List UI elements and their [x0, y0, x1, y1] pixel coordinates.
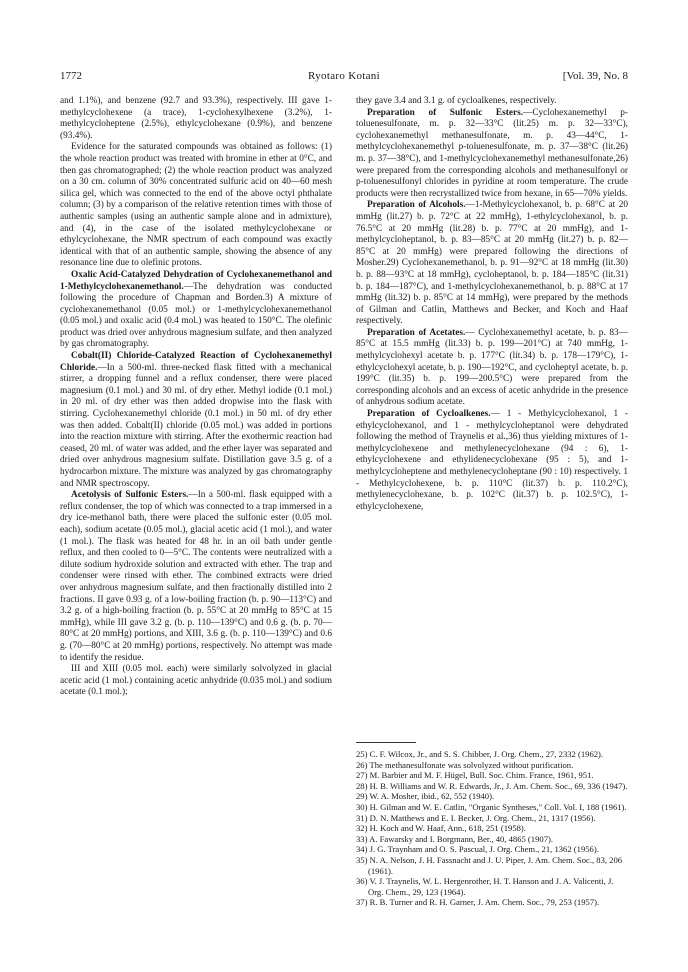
reference-item: 35) N. A. Nelson, J. H. Fassnacht and J. U. Piper, J. Am. Chem. Soc., 83, 206 (1961).	[356, 854, 623, 876]
paragraph-text: — Cyclohexanemethyl acetate, b. p. 83—85°C at 15.5 mmHg (lit.33) b. p. 199—201°C) at 740 mmHg, 1-methylcyclohexyl acetate b. p. 177°C (lit.34) b. p. 178—179°C), 1-ethylcyclohexyl acetate, b. p. 190—192°C, and cycloheptyl acetate, b. p. 199°C (lit.35) b. p. 199—200.5°C) were prepared from the corresponding alcohols and an excess of acetic anhydride in the presence of anhydrous sodium acetate.	[356, 327, 628, 408]
paragraph	[356, 328, 628, 409]
paragraph-text: they gave 3.4 and 3.1 g. of cycloalkenes, respectively.	[356, 96, 557, 106]
reference-list	[356, 749, 628, 908]
left-column	[60, 96, 332, 699]
section-heading: Preparation of Sulfonic Esters.	[367, 107, 524, 118]
reference-item: 27) M. Barbier and M. F. Hügel, Bull. Soc. Chim. France, 1961, 951.	[356, 770, 594, 781]
paragraph	[60, 96, 332, 142]
paragraph-text: —The dehydration was conducted following the procedure of Chapman and Borden.3) A mixture of cyclohexanemethanol (0.05 mol.) or 1-methylcyclohexanemethanol (0.05 mol.) and oxalic acid (0.4 mol.) was heated to 150°C. The olefinic product was dried over anhydrous magnesium sulfate, and then analyzed by gas chromatography.	[60, 281, 332, 350]
paragraph-text: —1-Methylcyclohexanol, b. p. 68°C at 20 mmHg (lit.27) b. p. 72°C at 22 mmHg), 1-ethylcyclohexanol, b. p. 76.5°C at 20 mmHg (lit.28) b. p. 77°C at 20 mmHg), and 1-methylcycloheptanol, b. p. 83—85°C at 20 mmHg (lit.27) b. p. 82—85°C at 20 mmHg) were prepared following the directions of Mosher.29) Cyclohexanemethanol, b. p. 91—92°C at 18 mmHg (lit.30) b. p. 88—93°C at 18 mmHg), cycloheptanol, b. p. 184—185°C (lit.31) b. p. 184—187°C), and 1-methylcyclohexanemethanol, b. p. 88°C at 17 mmHg (lit.32) b. p. 85°C at 14 mmHg), were prepared by the methods of Gilman and Catlin, Matthews and Becker, and Koch and Haaf respectively.	[356, 200, 628, 327]
paragraph	[356, 108, 628, 201]
reference-item: 25) C. F. Wilcox, Jr., and S. S. Chibber, J. Org. Chem., 27, 2332 (1962).	[356, 749, 604, 759]
reference-item: 36) V. J. Traynelis, W. L. Hergenrother, H. T. Hanson and J. A. Valicenti, J. Org. Chem., 29, 123 (1964).	[356, 876, 614, 897]
section-heading: Preparation of Acetates.	[367, 327, 466, 338]
right-column	[356, 96, 628, 513]
running-title-author: Ryotaro Kotani	[308, 70, 380, 82]
page-number: 1772	[60, 70, 82, 82]
paragraph-text: III and XIII (0.05 mol. each) were similarly solvolyzed in glacial acetic acid (1 mol.) containing acetic anhydride (0.035 mol.) and sodium acetate (0.1 mol.);	[60, 664, 332, 698]
section-heading: Oxalic Acid-Catalyzed Dehydration of Cyclohexanemethanol and 1-Methylcyclohexanemethanol.	[60, 269, 332, 292]
reference-item: 37) R. B. Turner and R. H. Garner, J. Am. Chem. Soc., 79, 253 (1957).	[356, 897, 600, 908]
reference-item: 28) H. B. Williams and W. R. Edwards, Jr., J. Am. Chem. Soc., 69, 336 (1947).	[356, 780, 628, 791]
reference-item: 30) H. Gilman and W. E. Catlin, "Organic Syntheses," Coll. Vol. I, 188 (1961).	[356, 801, 627, 812]
paragraph-text: — 1 - Methylcyclohexanol, 1 - ethylcyclohexanol, and 1 - methylcycloheptanol were dehydrated following the method of Traynelis et al.,36) thus yielding mixtures of 1-methylcyclohexene and methylenecyclohexane (94 : 6), 1-ethylcyclohexene and ethylidenecyclohexane (95 : 5), and 1-methylcycloheptene and methylenecycloheptane (90 : 10) respectively. 1 - Methylcyclohexene, b. p. 110°C (lit.37) b. p. 110.2°C), methylenecyclohexane, b. p. 102°C (lit.37) b. p. 102.5°C), 1-ethylcyclohexene,	[356, 409, 628, 512]
paragraph	[356, 96, 628, 108]
paragraph	[60, 142, 332, 270]
reference-item: 26) The methanesulfonate was solvolyzed without purification.	[356, 759, 574, 770]
paragraph	[60, 270, 332, 351]
running-header	[60, 70, 628, 84]
references-section	[356, 742, 628, 908]
paragraph-text: and 1.1%), and benzene (92.7 and 93.3%), respectively. III gave 1-methylcyclohexene (a trace), 1-cyclohexylhexene (3.2%), 1-methylcycloheptene (2.5%), ethylcyclohexane (0.9%), and benzene (93.4%).	[60, 96, 332, 141]
paragraph-text: Evidence for the saturated compounds was obtained as follows: (1) the whole reaction product was treated with bromine in ether at 0°C, and then gas chromatographed; (2) the whole reaction product was analyzed on a 30 cm. column of 30% concentrated sulfuric acid on 40—60 mesh silica gel, which was connected to the end of the above octyl phthalate column; (3) by a comparison of the relative retention times with those of authentic samples (using an authentic sample alone and in admixture), and (4), in the case of the isolated methylcyclohexane or ethylcyclohexane, the NMR spectrum of each compound was exactly identical with that of an authentic sample, showing the absence of any resonance line due to olefinic protons.	[60, 142, 332, 269]
paragraph	[60, 490, 332, 664]
paragraph-text: —In a 500-ml. three-necked flask fitted with a mechanical stirrer, a dropping funnel and a reflux condenser, there were placed magnesium (0.1 mol.) and 30 ml. of dry ether. Methyl iodide (0.1 mol.) in 20 ml. of dry ether was then added dropwise into the flask with stirring. Cyclohexanemethyl chloride (0.1 mol.) in 50 ml. of dry ether was then added. Cobalt(II) chloride (0.05 mol.) was added in portions into the reaction mixture with stirring. After the exothermic reaction had ceased, 20 ml. of water was added, and the ether layer was separated and dried over anhydrous magnesium sulfate. Distillation gave 3.5 g. of a hydrocarbon mixture. The mixture was analyzed by gas chromatography and NMR spectroscopy.	[60, 362, 332, 489]
paragraph	[60, 351, 332, 490]
paragraph	[60, 664, 332, 699]
paragraph	[356, 200, 628, 328]
section-heading: Acetolysis of Sulfonic Esters.	[71, 490, 189, 501]
paragraph	[356, 409, 628, 513]
reference-item: 31) D. N. Matthews and E. I. Becker, J. Org. Chem., 21, 1317 (1956).	[356, 812, 596, 823]
reference-item: 32) H. Koch and W. Haaf, Ann., 618, 251 (1958).	[356, 823, 526, 834]
paragraph-text: —In a 500-ml. flask equipped with a reflux condenser, the top of which was connected to a trap immersed in a dry ice-methanol bath, there were placed the sulfonic ester (0.05 mol. each), sodium acetate (0.05 mol.), glacial acetic acid (1 mol.), and water (1 mol.). The flask was heated for 48 hr. in an oil bath under gentle reflux, and then cooled to 0—5°C. The contents were neutralized with a dilute sodium hydroxide solution and extracted with ether. The trap and condenser were rinsed with ether. The combined extracts were dried over anhydrous magnesium sulfate, and then fractionally distilled into 2 fractions. II gave 0.93 g. of a low-boiling fraction (b. p. 90—113°C) and 3.2 g. of a high-boiling fraction (b. p. 55°C at 20 mmHg to 85°C at 15 mmHg), while III gave 3.2 g. (b. p. 110—139°C) and 0.6 g. (b. p. 70—80°C at 20 mmHg) portions, and XIII, 3.6 g. (b. p. 110—139°C) and 0.6 g. (70—80°C at 20 mmHg) portions, respectively. No attempt was made to identify the residue.	[60, 490, 332, 663]
reference-item: 29) W. A. Mosher, ibid., 62, 552 (1940).	[356, 791, 495, 802]
section-heading: Preparation of Cycloalkenes.	[367, 409, 491, 420]
section-heading: Preparation of Alcohols.	[367, 200, 466, 211]
paragraph-text: —Cyclohexanemethyl p-toluenesulfonate, m. p. 32—33°C (lit.25) m. p. 32—33°C), cyclohexanemethyl methanesulfonate, m. p. 43—44°C, 1-methylcyclohexanemethyl p-toluenesulfonate, m. p. 37—38°C (lit.26) m. p. 37—38°C), and 1-methylcyclohexanemethyl methanesulfonate,26) were prepared from the corresponding alcohols and methanesulfonyl or p-toluenesulfonyl chlorides in pyridine at room temperature. The crude products were then recrystallized twice from hexane, in 65—70% yields.	[356, 107, 628, 199]
footnote-rule	[356, 742, 416, 743]
section-heading: Cobalt(II) Chloride-Catalyzed Reaction of Cyclohexanemethyl Chloride.	[60, 351, 332, 373]
reference-item: 33) A. Fawarsky and I. Borgmann, Ber., 40, 4865 (1907).	[356, 833, 553, 844]
reference-item: 34) J. G. Traynham and O. S. Pascual, J. Org. Chem., 21, 1362 (1956).	[356, 844, 599, 855]
volume-issue: [Vol. 39, No. 8	[562, 70, 628, 82]
